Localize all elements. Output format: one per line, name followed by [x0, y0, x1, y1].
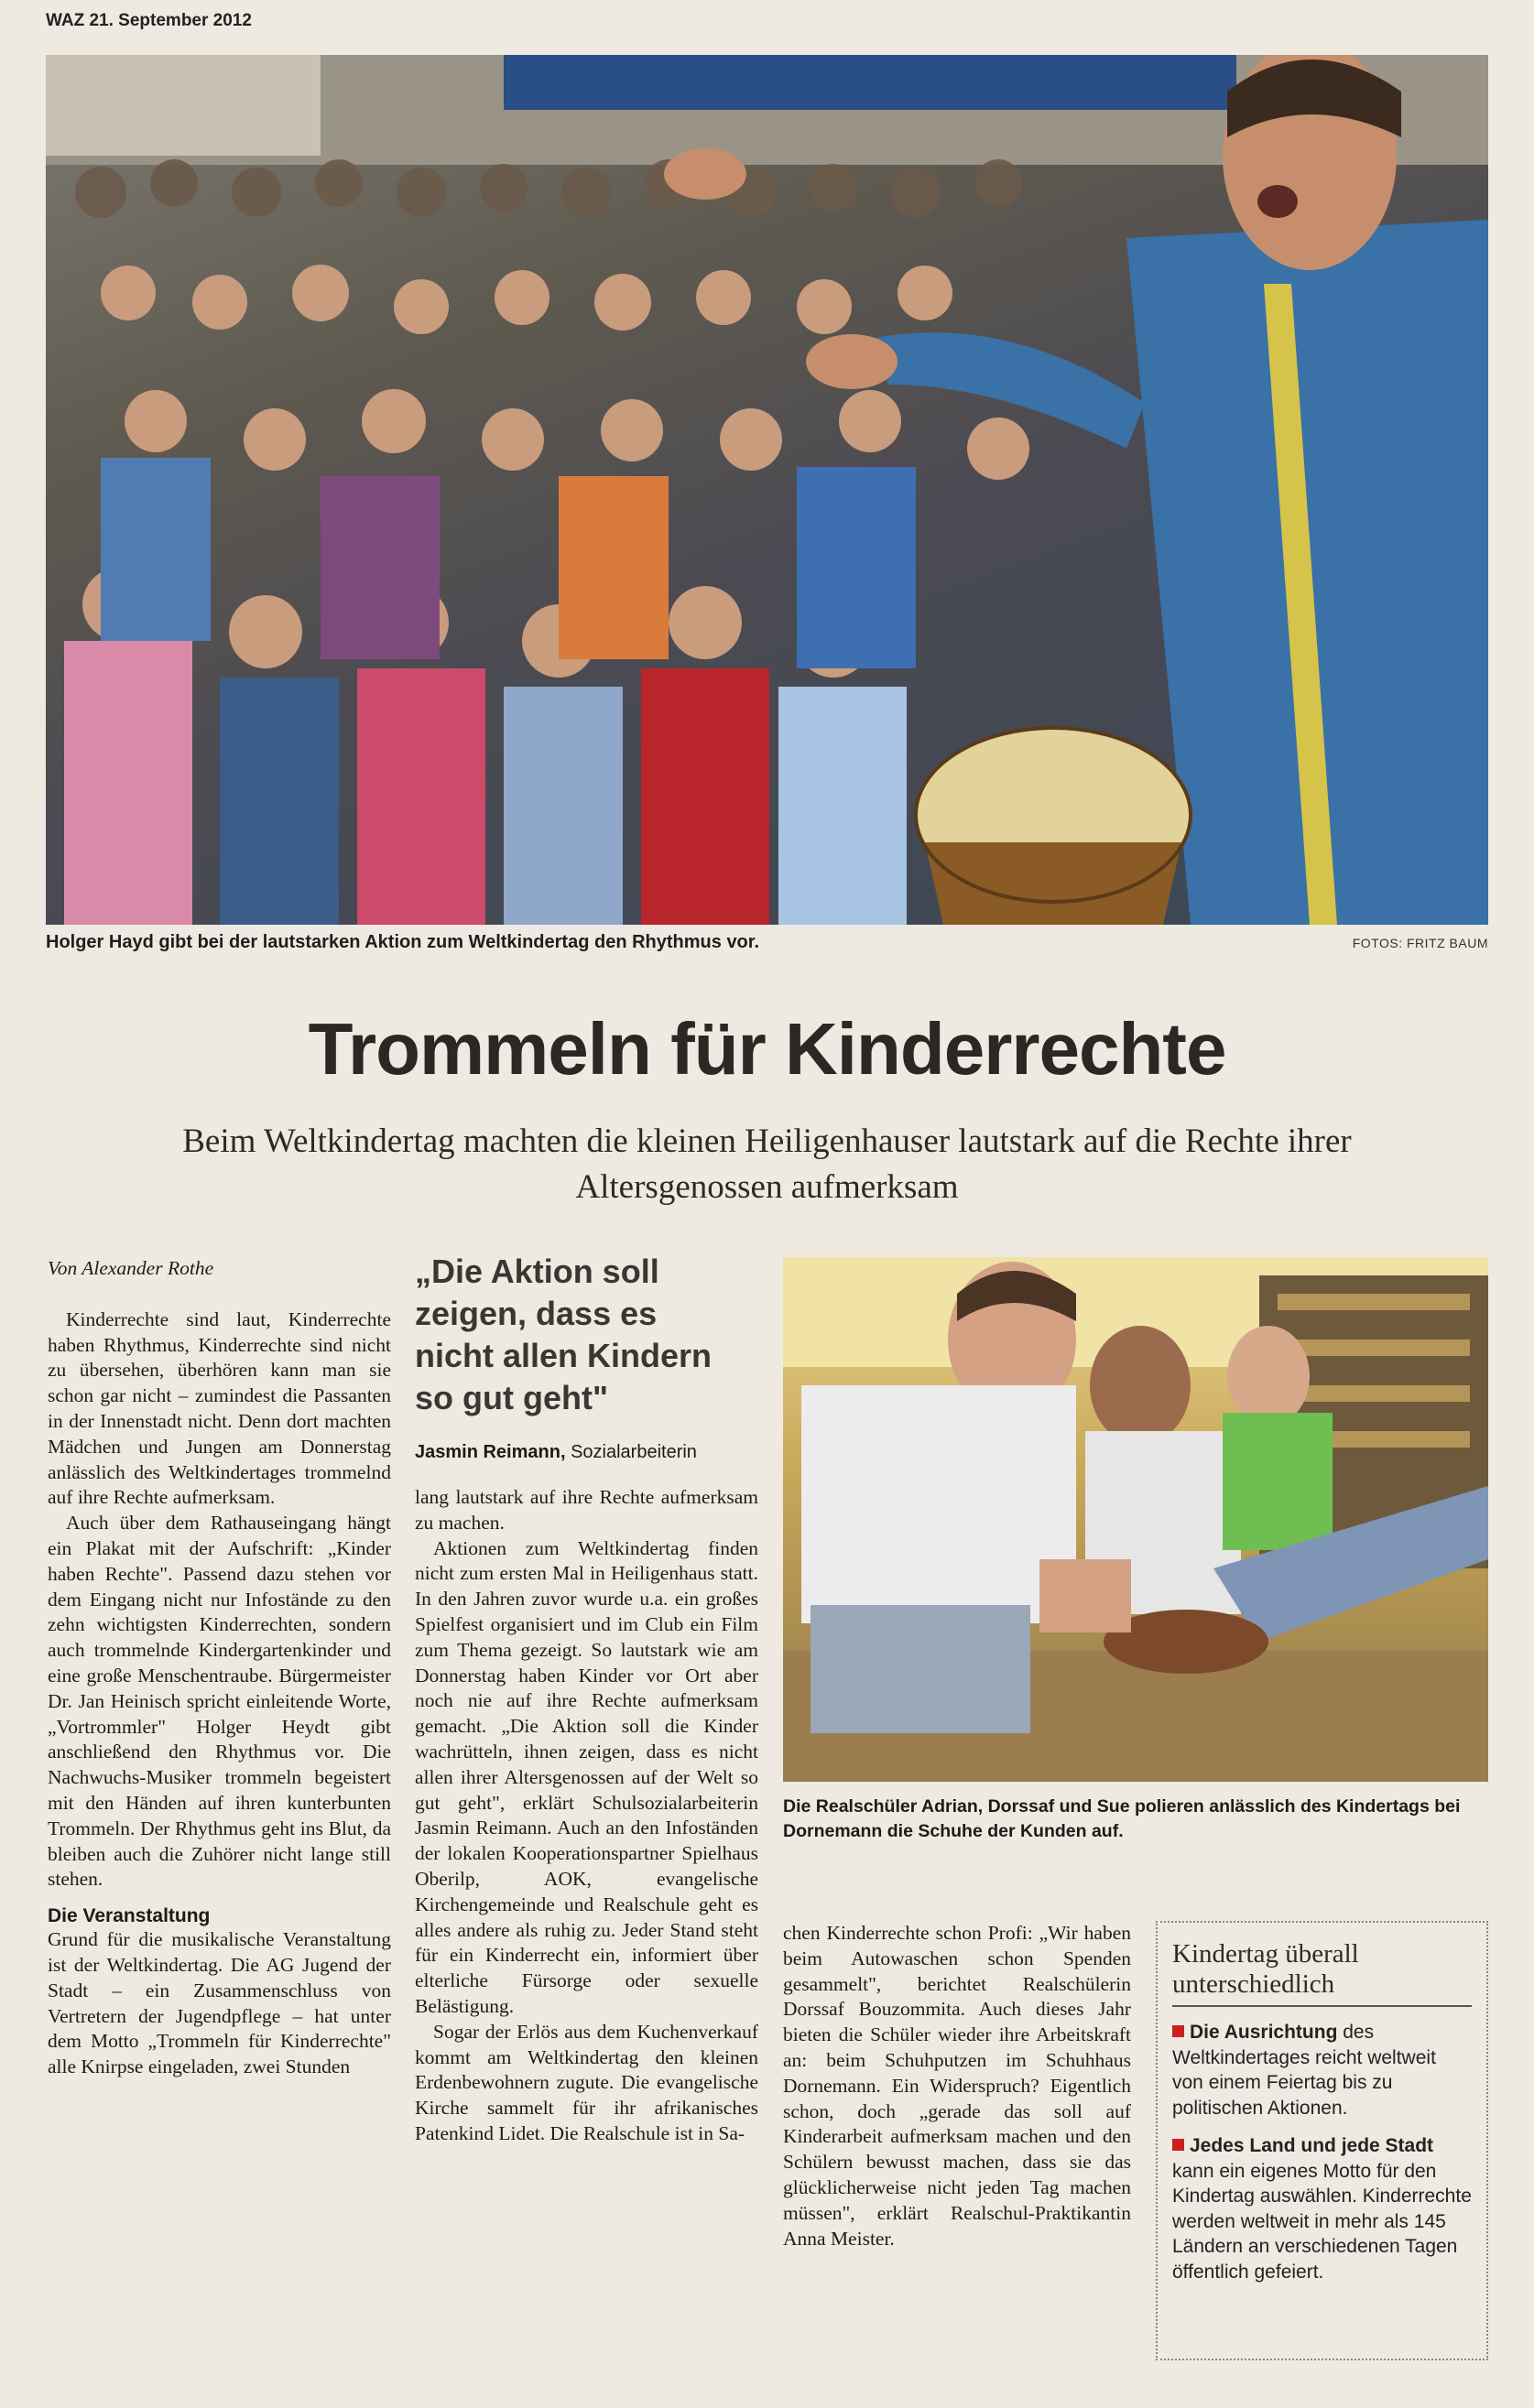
paragraph: Kinderrechte sind laut, Kinderrechte haben Rhythmus, Kinderrechte sind nicht zu übersehen, überhören kann man sie schon gar nicht – zumindest die Passanten in der Innenstadt nicht. Denn dort machten Mädchen und Jungen am Donnerstag anlässlich des Weltkindertages trommelnd auf ihre Rechte aufmerksam. [48, 1307, 391, 1509]
info-box-item-text: kann ein eigenes Motto für den Kindertag auswählen. Kinderrechte werden weltweit in mehr als 145 Ländern an verschiedenen Tagen öffentlich gefeiert. [1172, 2160, 1472, 2283]
paragraph: lang lautstark auf ihre Rechte aufmerksam zu machen. [415, 1486, 758, 1534]
info-box-item-lead: Die Ausrichtung [1190, 2022, 1338, 2043]
main-photo-caption: Holger Hayd gibt bei der lautstarken Aktion zum Weltkindertag den Rhythmus vor. [46, 932, 760, 952]
paragraph: Grund für die musikalische Veranstaltung ist der Weltkindertag. Die AG Jugend der Stadt – ein Zusammenschluss von Vertretern der Jugendpflege – hat unter dem Motto „Trommeln für Kinderrechte" alle Knirpse eingeladen, zwei Stunden [48, 1928, 391, 2078]
paragraph: chen Kinderrechte schon Profi: „Wir haben beim Autowaschen schon Spenden gesammelt", berichtet Realschülerin Dorssaf Bouzommita. Auch dieses Jahr bieten die Schüler wieder ihre Arbeitskraft an: beim Schuhputzen im Schuhhaus Dornemann. Ein Widerspruch? Eigentlich schon, doch „gerade das soll auf Kinderarbeit aufmerksam machen und den Schülern bewusst machen, dass sie das glücklicherweise nicht jeden Tag machen müssen", erklärt Realschul-Praktikantin Anna Meister. [783, 1922, 1131, 2250]
red-square-icon [1172, 2025, 1184, 2037]
info-box-item-lead: Jedes Land und jede Stadt [1190, 2135, 1434, 2156]
section-subtitle: Die Veranstaltung [48, 1905, 211, 1927]
quote-role: Sozialarbeiterin [571, 1442, 697, 1462]
article-column-3 [783, 1921, 1131, 2251]
shoe-shine-photo [783, 1257, 1488, 1782]
photo-credit: FOTOS: FRITZ BAUM [1352, 936, 1488, 950]
paragraph: Auch über dem Rathauseingang hängt ein Plakat mit der Aufschrift: „Kinder haben Rechte". Passend dazu stehen vor dem Eingang nicht nur Infostände zu den zehn wichtigsten Kinderrechten, sondern auch trommelnde Kindergartenkinder und eine große Menschentraube. Bürgermeister Dr. Jan Heinisch spricht einleitende Worte, „Vortrommler" Holger Heydt gibt anschließend den Rhythmus vor. Die Nachwuchs-Musiker trommeln begeistert mit den Händen auf ihren kunterbunten Trommeln. Der Rhythmus geht ins Blut, da bleiben auch die Zuhörer nicht lange still stehen. [48, 1512, 391, 1891]
info-box [1156, 1921, 1488, 2360]
info-box-item [1172, 2020, 1472, 2121]
main-photo [46, 55, 1488, 925]
quote-name: Jasmin Reimann, [415, 1442, 566, 1462]
info-box-title: Kindertag überall unterschiedlich [1172, 1939, 1472, 2007]
shoe-shine-photo-caption: Die Realschüler Adrian, Dorssaf und Sue polieren anlässlich des Kindertags bei Dornemann die Schuhe der Kunden auf. [783, 1796, 1461, 1841]
info-box-item [1172, 2133, 1472, 2284]
headline: Trommeln für Kinderrechte [308, 1008, 1226, 1090]
article-column-2 [415, 1485, 758, 2147]
paragraph: Sogar der Erlös aus dem Kuchenverkauf kommt am Weltkindertag den kleinen Erdenbewohnern zugute. Die evangelische Kirche sammelt für ihr afrikanisches Patenkind Lidet. Die Realschule ist in Sa- [415, 2020, 758, 2144]
subheadline: Beim Weltkindertag machten die kleinen Heiligenhauser lautstark auf die Rechte ihrer Altersgenossen aufmerksam [182, 1123, 1352, 1206]
article-column-1 [48, 1256, 391, 2080]
paragraph: Aktionen zum Weltkindertag finden nicht zum ersten Mal in Heiligenhaus statt. In den Jahren zuvor wurde u.a. ein großes Spielfest organisiert und im Club ein Film zum Thema gezeigt. So lautstark wie am Donnerstag haben Kinder vor Ort aber noch nie auf ihre Rechte aufmerksam gemacht. „Die Aktion soll die Kinder wachrütteln, ihnen zeigen, dass es nicht allen ihrer Altersgenossen auf der Welt so gut geht", erklärt Schulsozialarbeiterin Jasmin Reimann. Auch an den Infoständen der lokalen Kooperationspartner Spielhaus Oberilp, AOK, evangelische Kirchengemeinde und Realschule geht es alles andere als ruhig zu. Jeder Stand steht für ein Kinderrecht ein, informiert über elterliche Fürsorge oder sexuelle Belästigung. [415, 1536, 758, 2017]
byline: Von Alexander Rothe [48, 1257, 214, 1279]
red-square-icon [1172, 2139, 1184, 2151]
pull-quote: „Die Aktion soll zeigen, dass es nicht allen Kindern so gut geht" [415, 1253, 713, 1416]
quote-attribution [415, 1442, 697, 1463]
dateline: WAZ 21. September 2012 [46, 11, 252, 30]
info-box-item-text: des Weltkindertages reicht weltweit von einem Feiertag bis zu politischen Aktionen. [1172, 2022, 1436, 2119]
